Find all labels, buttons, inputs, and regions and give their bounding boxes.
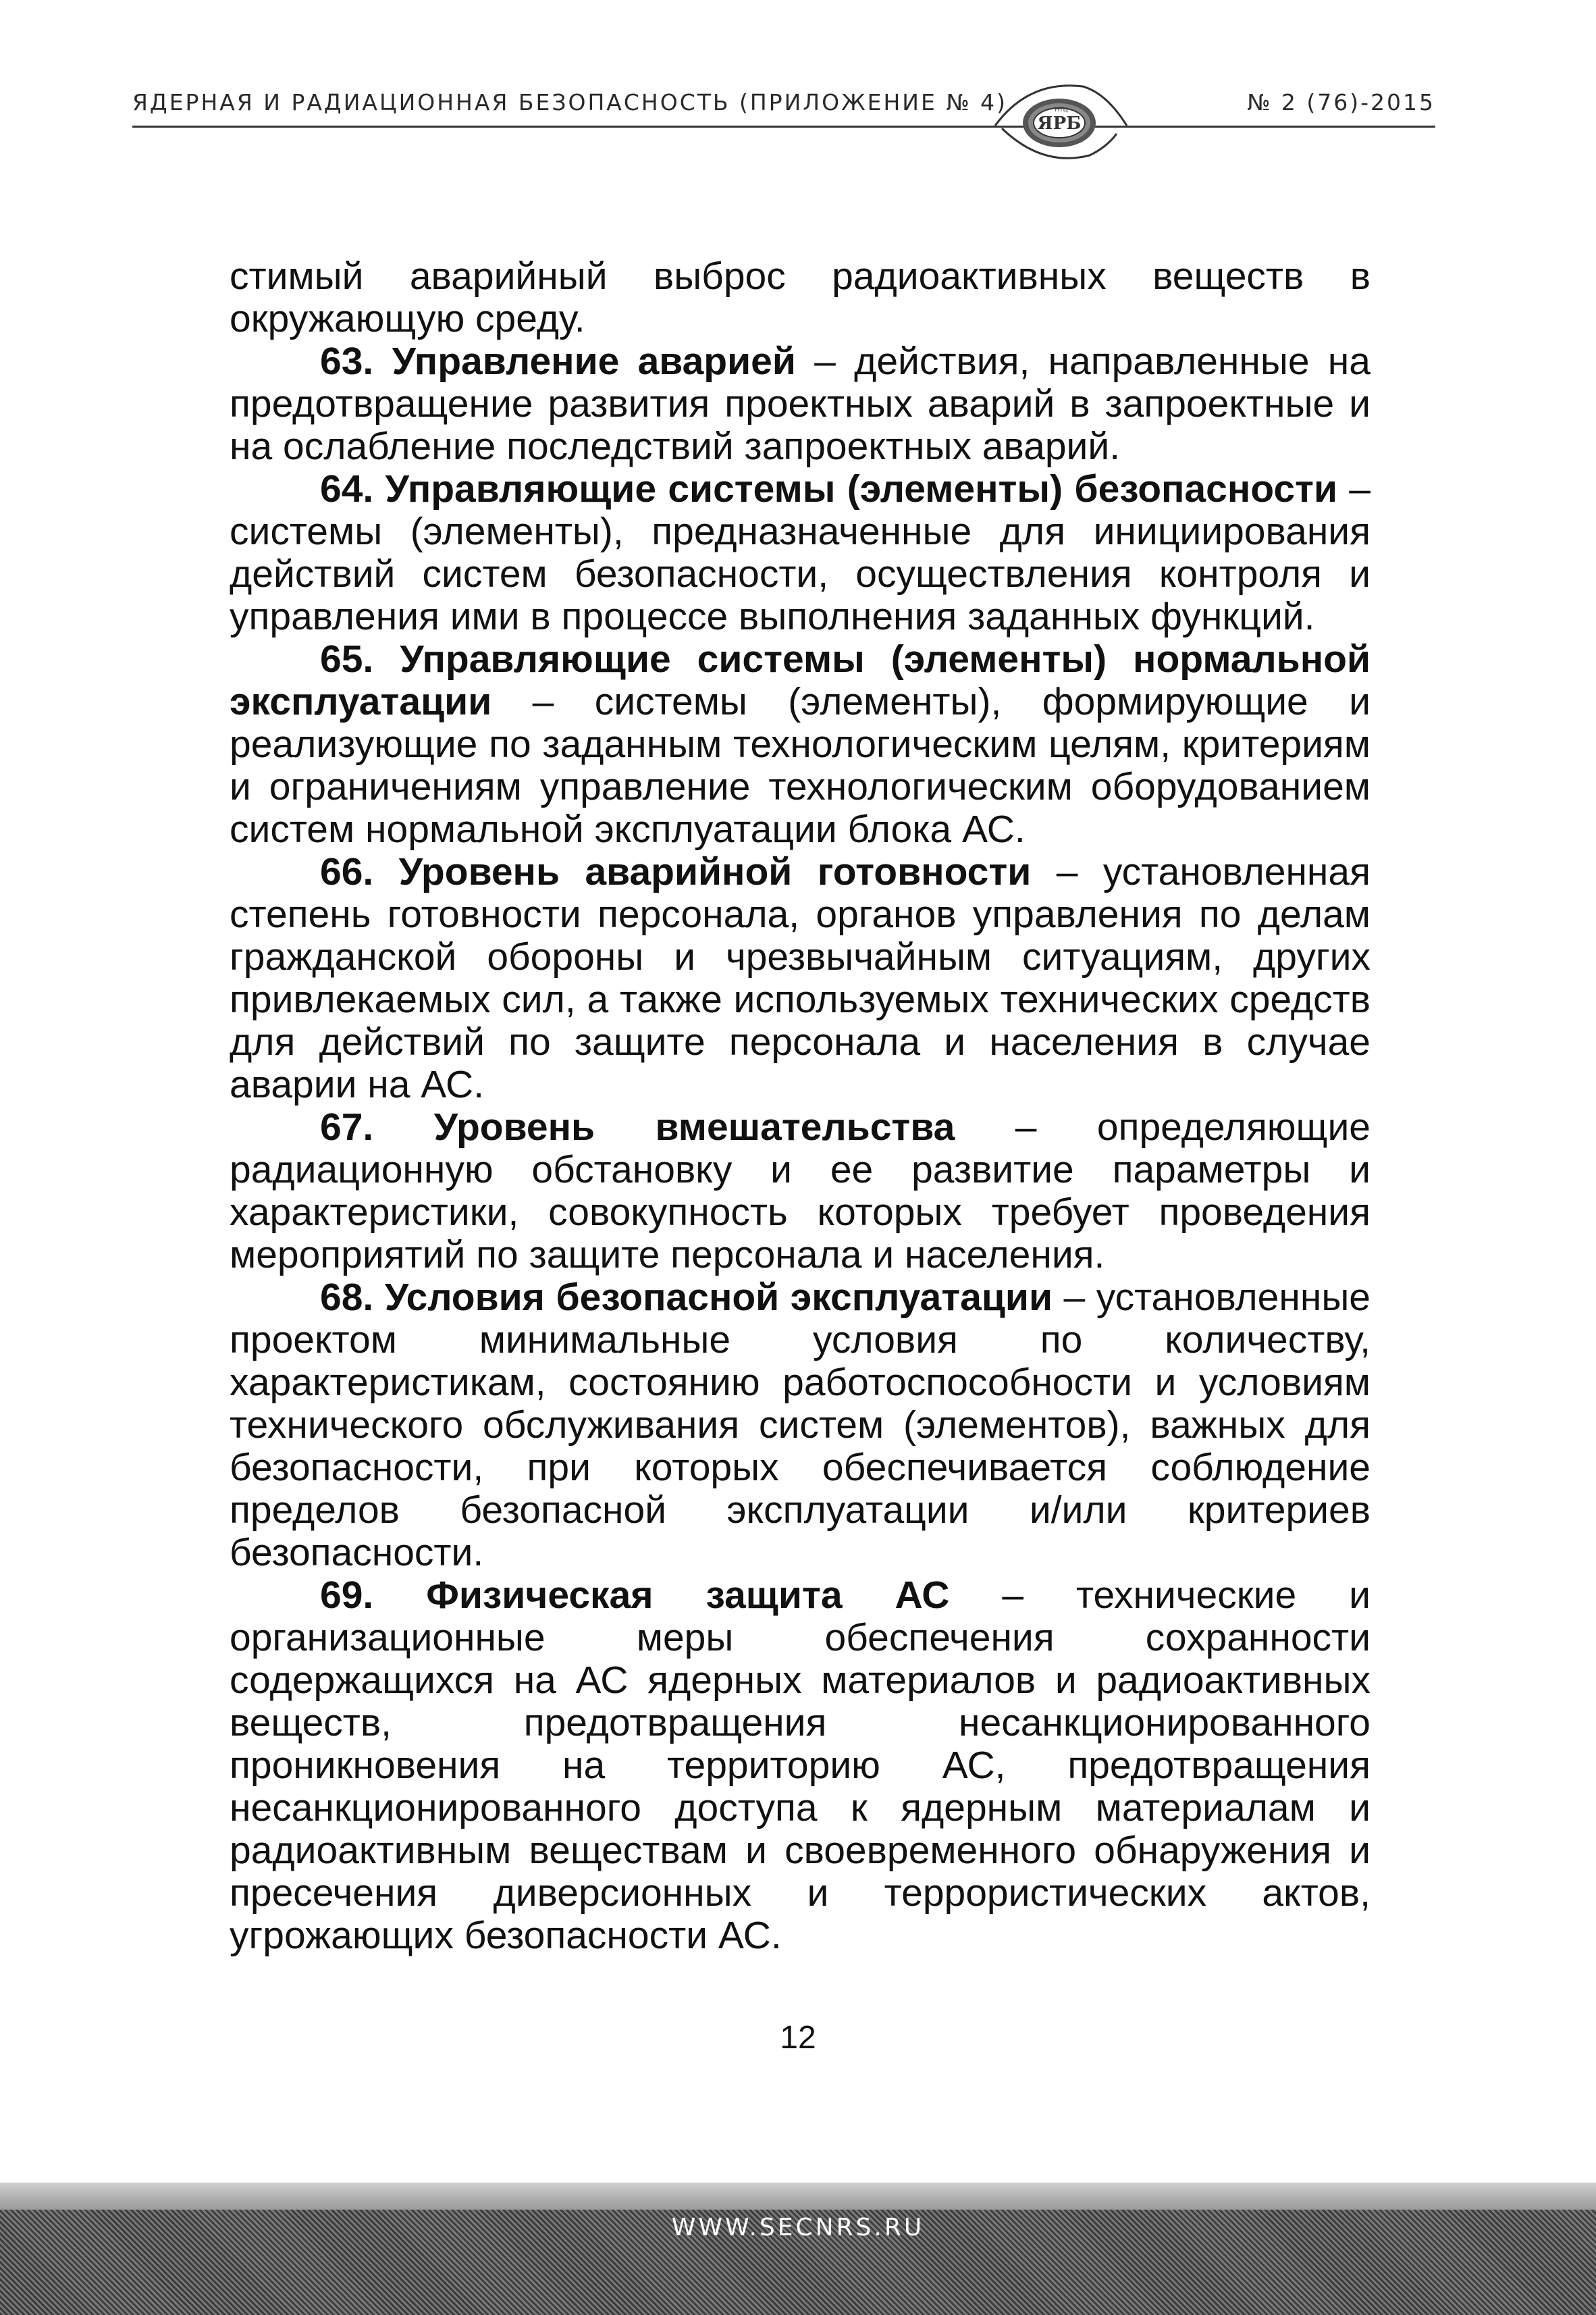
footer-band-highlight — [0, 2183, 1596, 2210]
term: 67. Уровень вмешательства — [320, 1106, 955, 1149]
document-body — [230, 255, 1371, 1957]
logo-small-text: НТЦ — [1055, 107, 1068, 113]
term: 69. Физическая защита АС — [320, 1573, 950, 1617]
running-header — [132, 80, 1435, 161]
issue-number: № 2 (76)-2015 — [1247, 89, 1435, 115]
term: 65. Управляющие системы (элементы) нормальной эксплуатации — [230, 638, 1371, 723]
definition-63: 63. Управление аварией – действия, направленные на предотвращение развития проектных аварий в запроектные и на ослабление последствий запроектных аварий. — [230, 340, 1371, 468]
header-divider — [132, 126, 1435, 128]
term: 63. Управление аварией — [320, 340, 796, 383]
definition-67: 67. Уровень вмешательства – определяющие радиационную обстановку и ее развитие параметры и характеристики, совокупность которых требует проведения мероприятий по защите персонала и населения. — [230, 1106, 1371, 1276]
term: 66. Уровень аварийной готовности — [320, 850, 1032, 893]
paragraph-continuation: стимый аварийный выброс радиоактивных веществ в окружающую среду. — [230, 255, 1371, 340]
journal-logo — [988, 66, 1130, 167]
definition-66: 66. Уровень аварийной готовности – установленная степень готовности персонала, органов управления по делам гражданской обороны и чрезвычайным ситуациям, других привлекаемых сил, а также используемых технических средств для действий по защите персонала и населения в случае аварии на АС. — [230, 850, 1371, 1106]
journal-title: ЯДЕРНАЯ И РАДИАЦИОННАЯ БЕЗОПАСНОСТЬ (ПРИЛОЖЕНИЕ № 4) — [132, 89, 1008, 115]
definition-65: 65. Управляющие системы (элементы) нормальной эксплуатации – системы (элементы), формирующие и реализующие по заданным технологическим целям, критериям и ограничениям управление технологическим оборудованием систем нормальной эксплуатации блока АС. — [230, 638, 1371, 851]
logo-text: ЯРБ — [1037, 113, 1082, 134]
definition-69: 69. Физическая защита АС – технические и организационные меры обеспечения сохранности содержащихся на АС ядерных материалов и радиоактивных веществ, предотвращения несанкционированного проникновения на территорию АС, предотвращения несанкционированного доступа к ядерным материалам и радиоактивным веществам и своевременного обнаружения и пресечения диверсионных и террористических актов, угрожающих безопасности АС. — [230, 1573, 1371, 1957]
page-number: 12 — [780, 2020, 816, 2056]
term: 68. Условия безопасной эксплуатации — [320, 1276, 1053, 1319]
term: 64. Управляющие системы (элементы) безопасности — [320, 467, 1337, 511]
definition-68: 68. Условия безопасной эксплуатации – установленные проектом минимальные условия по количеству, характеристикам, состоянию работоспособности и условиям технического обслуживания систем (элементов), важных для безопасности, при которых обеспечивается соблюдение пределов безопасной эксплуатации и/или критериев безопасности. — [230, 1276, 1371, 1574]
definition-64: 64. Управляющие системы (элементы) безопасности – системы (элементы), предназначенные для инициирования действий систем безопасности, осуществления контроля и управления ими в процессе выполнения заданных функций. — [230, 467, 1371, 638]
footer-website-link[interactable]: WWW.SECNRS.RU — [671, 2214, 925, 2241]
